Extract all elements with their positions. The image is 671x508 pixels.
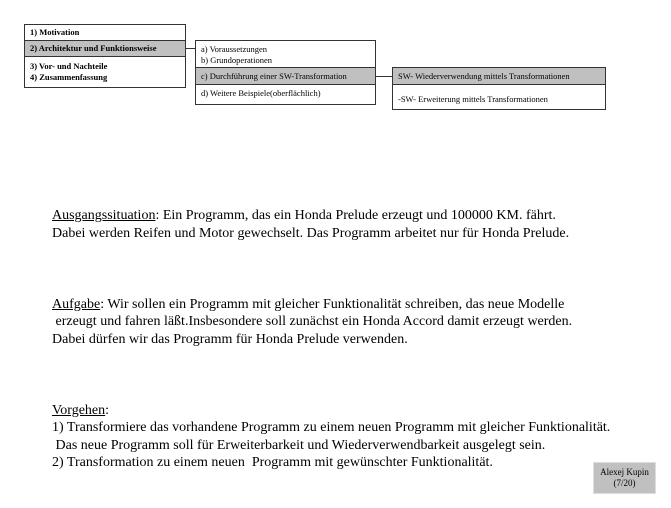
paragraph-ausgangssituation — [52, 207, 610, 242]
nav-item-zusammenfassung[interactable]: 4) Zusammenfassung — [30, 72, 108, 82]
nav-level2 — [195, 40, 376, 105]
page-number: (7/20) — [613, 478, 636, 488]
text-line: Dabei werden Reifen und Motor gewechselt. Das Programm arbeitet nur für Honda Prelude. — [52, 225, 570, 241]
nav-level3 — [392, 67, 606, 110]
heading-aufgabe: Aufgabe — [52, 296, 101, 312]
connector-line — [376, 76, 392, 77]
slide-content — [52, 172, 610, 508]
author-name: Alexej Kupin — [600, 467, 649, 477]
nav-item-group — [25, 57, 185, 87]
footer-author-box — [593, 462, 656, 494]
heading-vorgehen: Vorgehen — [52, 402, 106, 418]
nav-item-motivation[interactable]: 1) Motivation — [25, 25, 185, 41]
nav-sub-erweiterung[interactable]: -SW- Erweiterung mittels Transformationen — [398, 94, 548, 104]
nav-sub-wiederverwendung[interactable]: SW- Wiederverwendung mittels Transformationen — [393, 68, 605, 85]
text-line: Das neue Programm soll für Erweiterbarkeit und Wiederverwendbarkeit ausgelegt sein. — [52, 437, 546, 453]
text-line: 1) Transformiere das vorhandene Programm zu einem neuen Programm mit gleicher Funktionalität. — [52, 420, 611, 436]
nav-sub-group — [196, 41, 375, 68]
paragraph-aufgabe — [52, 296, 610, 349]
nav-sub-beispiele[interactable]: d) Weitere Beispiele(oberflächlich) — [201, 88, 321, 98]
text-line: : Wir sollen ein Programm mit gleicher Funktionalität schreiben, das neue Modelle — [100, 296, 565, 312]
text-line: : — [105, 402, 110, 418]
nav-item-vor-nachteile[interactable]: 3) Vor- und Nachteile — [30, 61, 108, 71]
heading-ausgangssituation: Ausgangssituation — [52, 208, 156, 224]
nav-sub-durchfuehrung[interactable]: c) Durchführung einer SW-Transformation — [196, 68, 375, 85]
connector-line — [186, 48, 195, 49]
nav-sub-grundoperationen[interactable]: b) Grundoperationen — [201, 54, 273, 65]
text-line: erzeugt und fahren läßt.Insbesondere soll zunächst ein Honda Accord damit erzeugt werden. — [52, 314, 573, 330]
text-line: : Ein Programm, das ein Honda Prelude erzeugt und 100000 KM. fährt. — [155, 208, 556, 224]
paragraph-vorgehen — [52, 402, 610, 472]
nav-sub-voraussetzungen[interactable]: a) Voraussetzungen — [201, 44, 268, 54]
text-line: Dabei dürfen wir das Programm für Honda Prelude verwenden. — [52, 331, 408, 347]
text-line: 2) Transformation zu einem neuen Programm mit gewünschter Funktionalität. — [52, 455, 493, 471]
nav-item-architektur[interactable]: 2) Architektur und Funktionsweise — [25, 41, 185, 57]
nav-level1 — [24, 24, 186, 88]
